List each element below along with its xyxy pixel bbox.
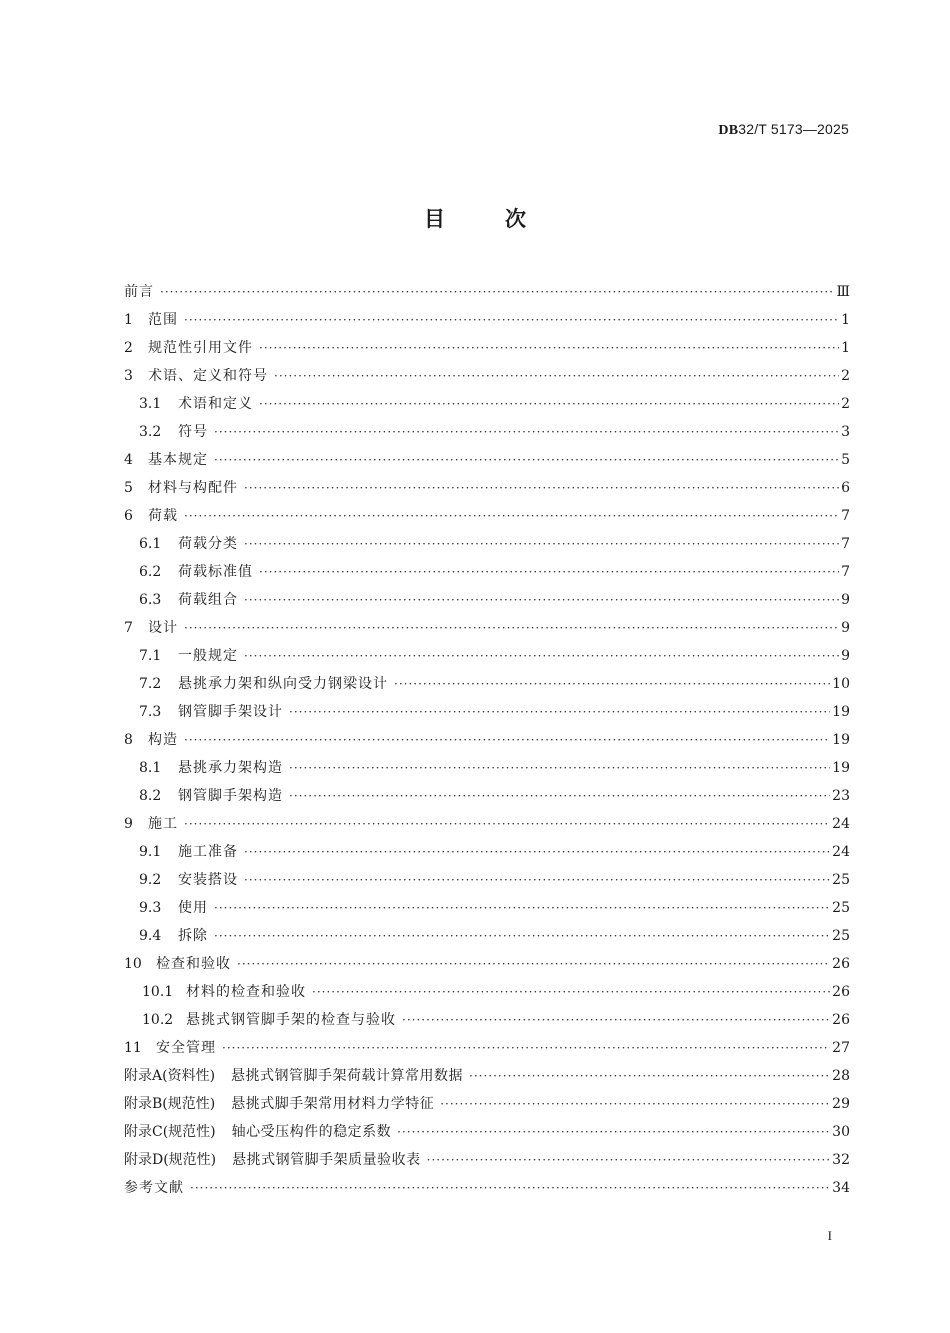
toc-entry-number: 6.3 <box>139 592 162 608</box>
toc-leader-dots <box>244 530 839 558</box>
toc-entry-page: 7 <box>841 564 850 580</box>
toc-entry-label: 悬挑承力架构造 <box>178 760 283 776</box>
toc-entry[interactable] <box>124 698 850 726</box>
toc-entry-number: 3.1 <box>139 396 162 412</box>
document-code-prefix: DB <box>718 123 739 138</box>
toc-leader-dots <box>237 950 830 978</box>
toc-entry[interactable] <box>124 418 850 446</box>
toc-entry-label: 钢管脚手架设计 <box>178 704 283 720</box>
toc-leader-dots <box>184 306 839 334</box>
toc-entry-page: 10 <box>832 676 850 692</box>
toc-entry-label: 钢管脚手架构造 <box>178 788 283 804</box>
toc-leader-dots <box>214 922 830 950</box>
toc-leader-dots <box>427 1146 831 1174</box>
toc-entry-label: 材料的检查和验收 <box>186 984 306 1000</box>
toc-entry[interactable] <box>124 1118 850 1146</box>
toc-entry-number: 10.2 <box>142 1012 174 1028</box>
toc-entry-label: 参考文献 <box>124 1180 184 1196</box>
toc-entry-label: 悬挑式钢管脚手架的检查与验收 <box>186 1012 396 1028</box>
toc-entry-page: 2 <box>841 396 850 412</box>
toc-entry-label: 悬挑式钢管脚手架荷载计算常用数据 <box>231 1068 464 1084</box>
toc-leader-dots <box>214 446 839 474</box>
toc-entry[interactable] <box>124 754 850 782</box>
toc-entry[interactable] <box>124 390 850 418</box>
toc-entry[interactable] <box>124 614 850 642</box>
toc-leader-dots <box>190 1174 830 1202</box>
toc-entry-page: Ⅲ <box>836 284 850 300</box>
toc-entry-number: 11 <box>124 1040 142 1056</box>
toc-entry-label: 构造 <box>148 732 178 748</box>
toc-leader-dots <box>259 558 839 586</box>
toc-entry[interactable] <box>124 978 850 1006</box>
toc-entry-number: 5 <box>124 480 133 496</box>
toc-entry-page: 32 <box>832 1152 850 1168</box>
toc-entry[interactable] <box>124 558 850 586</box>
page-title: 目次 <box>424 207 586 231</box>
toc-leader-dots <box>397 1118 830 1146</box>
toc-entry[interactable] <box>124 894 850 922</box>
toc-entry-label: 检查和验收 <box>156 956 231 972</box>
toc-entry-label: 荷载分类 <box>178 536 238 552</box>
toc-entry-label: 施工 <box>148 816 178 832</box>
toc-leader-dots <box>259 334 839 362</box>
toc-entry-number: 2 <box>124 340 133 356</box>
toc-entry-number: 9.2 <box>139 872 162 888</box>
toc-entry-number: 8.2 <box>139 788 162 804</box>
toc-entry[interactable] <box>124 306 850 334</box>
toc-entry-label: 基本规定 <box>148 452 208 468</box>
toc-entry-number: 3.2 <box>139 424 162 440</box>
toc-leader-dots <box>184 502 839 530</box>
document-code <box>718 121 849 139</box>
toc-entry-page: 25 <box>832 900 850 916</box>
toc-entry-page: 9 <box>841 648 850 664</box>
toc-entry[interactable] <box>124 278 850 306</box>
toc-entry-page: 1 <box>841 312 850 328</box>
toc-entry-number: 7.2 <box>139 676 162 692</box>
toc-leader-dots <box>214 418 839 446</box>
toc-entry-page: 6 <box>841 480 850 496</box>
toc-entry-number: 6.2 <box>139 564 162 580</box>
toc-entry[interactable] <box>124 334 850 362</box>
toc-entry-number: 7.1 <box>139 648 162 664</box>
toc-entry[interactable] <box>124 922 850 950</box>
toc-entry-page: 19 <box>832 704 850 720</box>
toc-entry[interactable] <box>124 474 850 502</box>
toc-entry[interactable] <box>124 502 850 530</box>
toc-entry-label: 轴心受压构件的稳定系数 <box>231 1124 392 1140</box>
toc-entry-page: 24 <box>832 844 850 860</box>
toc-entry[interactable] <box>124 1034 850 1062</box>
toc-entry-page: 9 <box>841 592 850 608</box>
toc-entry[interactable] <box>124 950 850 978</box>
page-number: I <box>827 1228 832 1243</box>
table-of-contents <box>124 278 850 1202</box>
document-code-number: 32/T 5173—2025 <box>738 121 849 137</box>
toc-entry-label: 悬挑承力架和纵向受力钢梁设计 <box>178 676 388 692</box>
toc-entry-page: 30 <box>832 1124 850 1140</box>
toc-leader-dots <box>259 390 839 418</box>
toc-entry-page: 1 <box>841 340 850 356</box>
toc-entry-label: 一般规定 <box>178 648 238 664</box>
toc-entry-number: 6 <box>124 508 133 524</box>
toc-entry-label: 规范性引用文件 <box>148 340 253 356</box>
toc-entry-label: 使用 <box>178 900 208 916</box>
toc-entry-label: 术语和定义 <box>178 396 253 412</box>
toc-leader-dots <box>244 474 839 502</box>
toc-entry[interactable] <box>124 726 850 754</box>
toc-leader-dots <box>184 810 830 838</box>
toc-entry-page: 34 <box>832 1180 850 1196</box>
toc-entry[interactable] <box>124 642 850 670</box>
toc-entry[interactable] <box>124 586 850 614</box>
toc-leader-dots <box>244 642 839 670</box>
toc-entry-label: 符号 <box>178 424 208 440</box>
toc-entry-page: 26 <box>832 984 850 1000</box>
toc-entry[interactable] <box>124 530 850 558</box>
toc-entry-label: 悬挑式脚手架常用材料力学特征 <box>231 1096 435 1112</box>
toc-entry-label: 荷载组合 <box>178 592 238 608</box>
toc-entry[interactable] <box>124 1062 850 1090</box>
toc-entry-label: 荷载标准值 <box>178 564 253 580</box>
toc-entry-number: 9 <box>124 816 133 832</box>
toc-entry[interactable] <box>124 670 850 698</box>
toc-leader-dots <box>440 1090 830 1118</box>
toc-entry[interactable] <box>124 866 850 894</box>
toc-entry-page: 28 <box>832 1068 850 1084</box>
toc-entry-number: 9.1 <box>139 844 162 860</box>
toc-entry-page: 26 <box>832 956 850 972</box>
toc-entry-number: 6.1 <box>139 536 162 552</box>
toc-entry-page: 7 <box>841 508 850 524</box>
toc-entry-number: 附录A(资料性) <box>124 1068 216 1084</box>
toc-entry-page: 29 <box>832 1096 850 1112</box>
toc-entry-number: 9.3 <box>139 900 162 916</box>
toc-entry[interactable] <box>124 1174 850 1202</box>
toc-entry-label: 施工准备 <box>178 844 238 860</box>
toc-entry-label: 安装搭设 <box>178 872 238 888</box>
toc-entry-label: 范围 <box>148 312 178 328</box>
toc-leader-dots <box>312 978 830 1006</box>
toc-leader-dots <box>289 754 830 782</box>
toc-entry-page: 7 <box>841 536 850 552</box>
toc-leader-dots <box>160 278 834 306</box>
toc-leader-dots <box>214 894 830 922</box>
toc-leader-dots <box>244 866 830 894</box>
toc-entry-number: 7 <box>124 620 133 636</box>
toc-entry[interactable] <box>124 446 850 474</box>
toc-entry-label: 材料与构配件 <box>148 480 238 496</box>
toc-entry-page: 2 <box>841 368 850 384</box>
toc-entry[interactable] <box>124 782 850 810</box>
toc-entry-page: 26 <box>832 1012 850 1028</box>
toc-entry[interactable] <box>124 362 850 390</box>
toc-entry[interactable] <box>124 810 850 838</box>
toc-entry[interactable] <box>124 1006 850 1034</box>
toc-entry-number: 4 <box>124 452 133 468</box>
toc-entry-number: 9.4 <box>139 928 162 944</box>
toc-entry-label: 拆除 <box>178 928 208 944</box>
toc-entry-page: 27 <box>832 1040 850 1056</box>
toc-entry-page: 5 <box>841 452 850 468</box>
toc-entry-page: 25 <box>832 872 850 888</box>
toc-entry-number: 3 <box>124 368 133 384</box>
toc-leader-dots <box>244 586 839 614</box>
toc-leader-dots <box>274 362 839 390</box>
toc-entry-page: 19 <box>832 732 850 748</box>
toc-entry-number: 10 <box>124 956 142 972</box>
toc-entry-page: 24 <box>832 816 850 832</box>
toc-leader-dots <box>184 614 839 642</box>
toc-entry-number: 8.1 <box>139 760 162 776</box>
toc-entry-label: 悬挑式钢管脚手架质量验收表 <box>232 1152 421 1168</box>
toc-entry[interactable] <box>124 1146 850 1174</box>
toc-entry-page: 9 <box>841 620 850 636</box>
toc-entry-number: 附录D(规范性) <box>124 1152 217 1168</box>
toc-entry-number: 8 <box>124 732 133 748</box>
toc-entry-label: 设计 <box>148 620 178 636</box>
toc-entry-page: 19 <box>832 760 850 776</box>
toc-entry-page: 25 <box>832 928 850 944</box>
toc-leader-dots <box>184 726 830 754</box>
toc-entry-number: 附录B(规范性) <box>124 1096 216 1112</box>
toc-entry-number: 7.3 <box>139 704 162 720</box>
toc-entry-label: 术语、定义和符号 <box>148 368 268 384</box>
toc-entry-label: 荷载 <box>148 508 178 524</box>
toc-leader-dots <box>289 782 830 810</box>
toc-entry-label: 安全管理 <box>156 1040 216 1056</box>
toc-leader-dots <box>394 670 830 698</box>
toc-entry-number: 附录C(规范性) <box>124 1124 216 1140</box>
toc-entry-page: 23 <box>832 788 850 804</box>
toc-leader-dots <box>469 1062 830 1090</box>
toc-entry-label: 前言 <box>124 284 154 300</box>
toc-entry[interactable] <box>124 1090 850 1118</box>
toc-entry-number: 1 <box>124 312 133 328</box>
toc-entry-number: 10.1 <box>142 984 174 1000</box>
toc-leader-dots <box>402 1006 830 1034</box>
toc-entry-page: 3 <box>841 424 850 440</box>
toc-leader-dots <box>244 838 830 866</box>
toc-leader-dots <box>289 698 830 726</box>
toc-leader-dots <box>222 1034 830 1062</box>
toc-entry[interactable] <box>124 838 850 866</box>
